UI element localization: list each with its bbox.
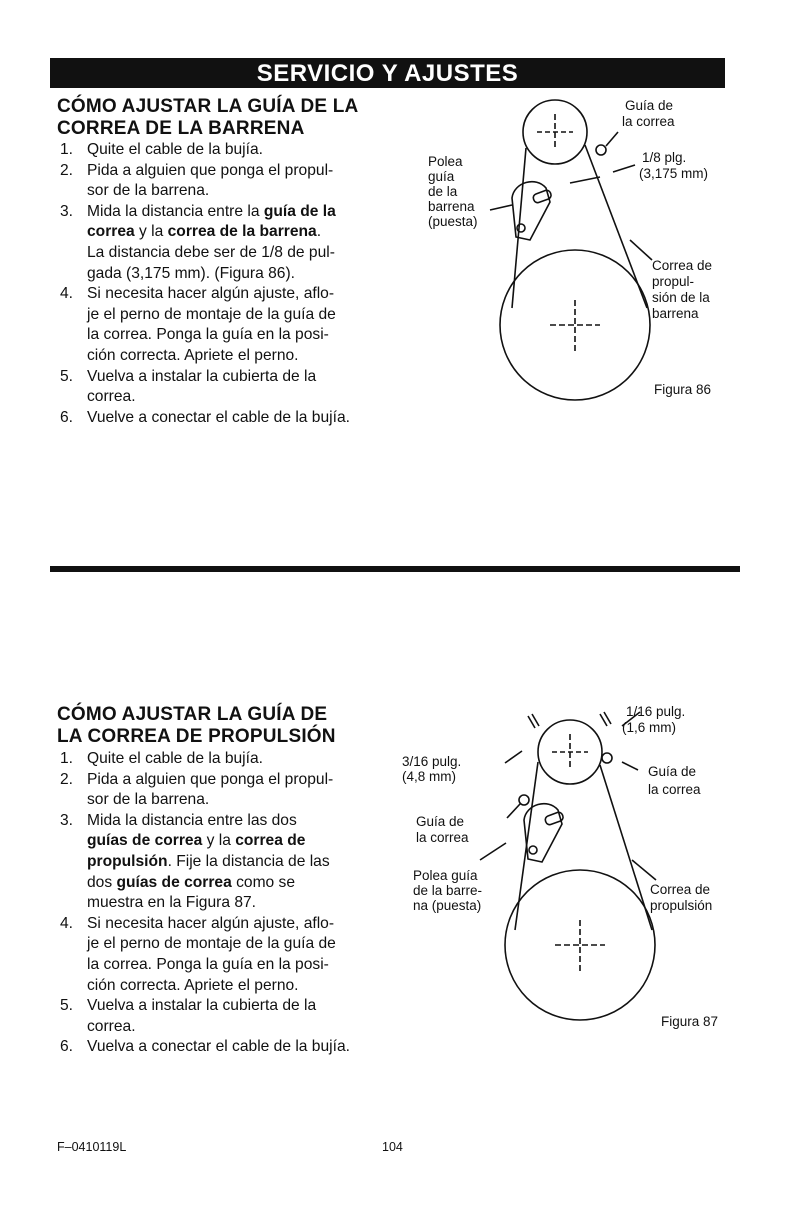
fig87-label-measure-left: 3/16 pulg. (4,8 mm) — [402, 754, 462, 784]
fig86-label-polea: Polea guía de la barrena (puesta) — [428, 154, 478, 229]
section1-steps — [57, 140, 387, 428]
section2-title — [57, 704, 336, 748]
section2-step-4: 4. Si necesita hacer algún ajuste, aflo- je el perno de montaje de la guía de la correa. Ponga la guía en la posi- ción correcta. Apriete el perno. — [60, 914, 336, 994]
section1-title — [57, 96, 358, 140]
section2-step-5: 5. Vuelva a instalar la cubierta de la correa. — [60, 997, 317, 1035]
section2-step-6: 6. Vuelva a conectar el cable de la bujía. — [60, 1038, 350, 1056]
belt-right-line — [585, 145, 647, 308]
section1-title-line1: CÓMO AJUSTAR LA GUÍA DE LA — [57, 96, 359, 117]
fig86-label-guia: Guía de la correa — [622, 98, 675, 129]
document-code: F–0410119L — [57, 1140, 127, 1154]
fig86-label-correa: Correa de propul- sión de la barrena — [652, 258, 713, 321]
fig87-caption: Figura 87 — [661, 1014, 719, 1029]
fig87-label-measure-right: 1/16 pulg. (1,6 mm) — [622, 704, 686, 735]
section2-steps — [57, 749, 387, 1058]
figure-87-diagram — [402, 700, 740, 1040]
belt-guide-right — [596, 145, 606, 155]
fig87-label-guia-right: Guía de la correa — [648, 764, 701, 797]
figure-86-diagram — [420, 90, 740, 420]
belt-left-line — [512, 148, 526, 308]
section1-step-4: 4. Si necesita hacer algún ajuste, aflo- je el perno de montaje de la guía de la correa. Ponga la guía en la posi- ción correcta. Apriete el perno. — [60, 285, 336, 364]
section1-step-6: 6. Vuelve a conectar el cable de la bujía. — [60, 408, 350, 426]
fig87-label-polea: Polea guía de la barre- na (puesta) — [413, 868, 483, 913]
fig87-label-correa: Correa de propulsión — [650, 882, 713, 913]
section-divider — [50, 566, 740, 572]
section2-title-line1: CÓMO AJUSTAR LA GUÍA DE — [57, 704, 328, 725]
fig86-label-measure: 1/8 plg. (3,175 mm) — [639, 150, 709, 181]
section2-title-line2: LA CORREA DE PROPULSIÓN — [57, 726, 336, 747]
section1-step-1: 1. Quite el cable de la bujía. — [60, 141, 263, 158]
section2-step-1: 1. Quite el cable de la bujía. — [60, 750, 263, 767]
section1-step-5: 5. Vuelva a instalar la cubierta de la correa. — [60, 367, 317, 406]
drive-pulley-large — [500, 250, 650, 400]
section1-title-line2: CORREA DE LA BARRENA — [57, 118, 305, 139]
page-number: 104 — [382, 1140, 403, 1154]
figure-86-labels — [428, 98, 716, 397]
belt-guide-right — [602, 753, 612, 763]
section2-step-2: 2. Pida a alguien que ponga el propul- sor de la barrena. — [60, 770, 334, 809]
belt-guide-left — [519, 795, 529, 805]
drive-pulley-large — [505, 870, 655, 1020]
section1-step-2: 2. Pida a alguien que ponga el propul- sor de la barrena. — [60, 161, 334, 200]
fig86-caption: Figura 86 — [654, 382, 712, 397]
section-banner: SERVICIO Y AJUSTES — [50, 58, 725, 88]
belt-right-line — [600, 765, 652, 930]
section2-step-3: 3. Mida la distancia entre las dos guías de correa y la correa de propulsión. Fije la distancia de las dos guías de correa como se muestra en la Figura 87. — [60, 811, 330, 912]
fig87-label-guia-left: Guía de la correa — [416, 814, 469, 845]
section1-step-3: 3. Mida la distancia entre la guía de la correa y la correa de la barrena. La distancia debe ser de 1/8 de pul- gada (3,175 mm). (Figura 86). — [60, 202, 336, 282]
